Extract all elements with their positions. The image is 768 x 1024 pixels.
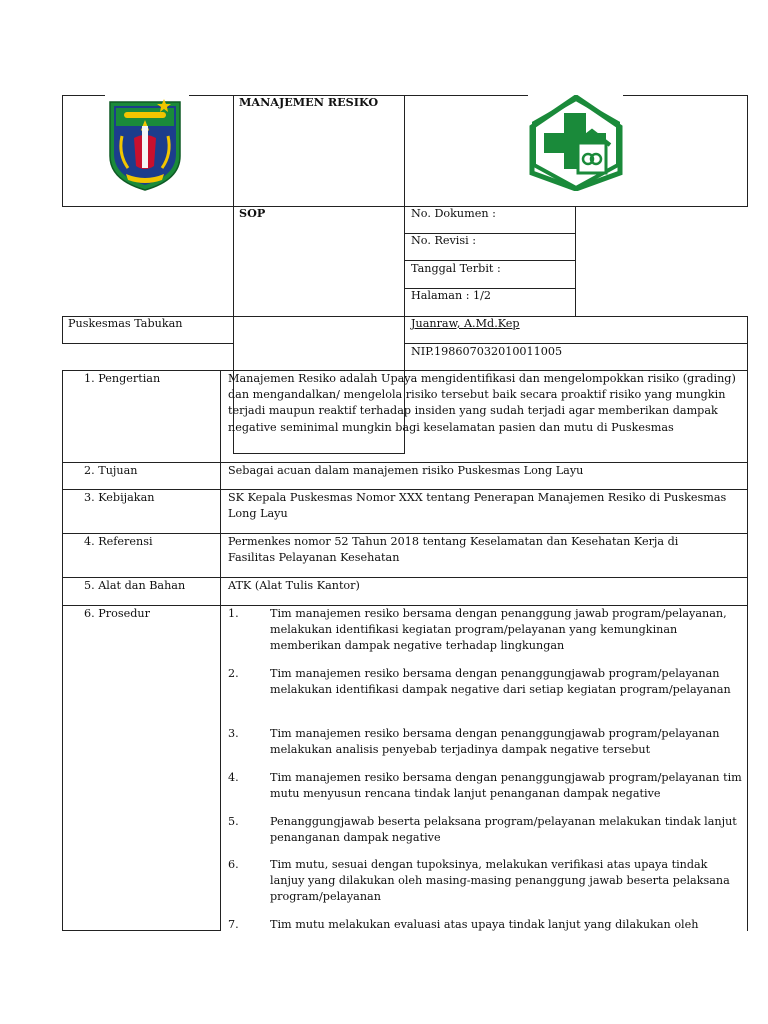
step-5-text: Penanggungjawab beserta pelaksana program/pelayanan melakukan tindak lanjut penanganan dampak negative bbox=[270, 815, 737, 845]
step-6-number: 6. bbox=[228, 858, 239, 871]
institution-name: Puskesmas Tabukan bbox=[68, 317, 183, 330]
header-left-border bbox=[62, 95, 63, 207]
pengertian-label: 1. Pengertian bbox=[84, 372, 161, 385]
kebijakan-text: SK Kepala Puskesmas Nomor XXX tentang Penerapan Manajemen Resiko di Puskesmas Long Layu bbox=[228, 491, 727, 521]
step-1-number: 1. bbox=[228, 607, 239, 620]
kebijakan-label: 3. Kebijakan bbox=[84, 491, 155, 504]
sop-label: SOP bbox=[239, 206, 266, 220]
table-right-border bbox=[747, 370, 748, 931]
label-col-bottom bbox=[62, 930, 220, 931]
pengertian-text: Manajemen Resiko adalah Upaya mengidentifikasi dan mengelompokkan risiko (grading) dan mengandalkan/ mengelola risiko tersebut baik secara proaktif risiko yang mungkin terjadi maupun reaktif terhadap insiden yang sudah terjadi agar memberikan dampak negative seminimal mungkin bagi keselamatan pasien dan mutu di Puskesmas bbox=[228, 372, 736, 434]
step-7-number: 7. bbox=[228, 918, 239, 931]
label-col-divider bbox=[220, 370, 221, 931]
no-dokumen-label: No. Dokumen : bbox=[411, 207, 496, 220]
alat-text: ATK (Alat Tulis Kantor) bbox=[228, 579, 360, 592]
title-col-bottom bbox=[234, 453, 405, 454]
tujuan-text: Sebagai acuan dalam manajemen risiko Puskesmas Long Layu bbox=[228, 464, 584, 477]
step-3-text: Tim manajemen resiko bersama dengan penanggungjawab program/pelayanan melakukan analisis penyebab terjadinya dampak negative tersebut bbox=[270, 727, 720, 757]
regency-coat-of-arms-icon bbox=[104, 96, 186, 192]
step-2-text: Tim manajemen resiko bersama dengan penanggungjawab program/pelayanan melakukan identifikasi dampak negative dari setiap kegiatan program/pelayanan bbox=[270, 667, 731, 697]
header-right-border bbox=[747, 95, 748, 207]
referensi-label: 4. Referensi bbox=[84, 535, 153, 548]
signatory-right-border bbox=[747, 316, 748, 371]
signatory-nip: NIP.198607032010011005 bbox=[411, 345, 563, 358]
referensi-text: Permenkes nomor 52 Tahun 2018 tentang Keselamatan dan Kesehatan Kerja di Fasilitas Pelayanan Kesehatan bbox=[228, 535, 679, 565]
alat-label: 5. Alat dan Bahan bbox=[84, 579, 186, 592]
prosedur-label: 6. Prosedur bbox=[84, 607, 150, 620]
step-3-number: 3. bbox=[228, 727, 239, 740]
table-left-border bbox=[62, 370, 63, 931]
halaman-label: Halaman : 1/2 bbox=[411, 289, 492, 302]
step-4-text: Tim manajemen resiko bersama dengan penanggungjawab program/pelayanan tim mutu menyusun rencana tindak lanjut penanganan dampak negative bbox=[270, 771, 742, 801]
puskesmas-logo-icon bbox=[528, 95, 624, 191]
docinfo-right-border bbox=[575, 206, 576, 316]
header-bottom-border bbox=[62, 206, 748, 207]
signatory-name: Juanraw, A.Md.Kep bbox=[411, 317, 520, 330]
step-2-number: 2. bbox=[228, 667, 239, 680]
tanggal-terbit-label: Tanggal Terbit : bbox=[411, 262, 501, 275]
step-5-number: 5. bbox=[228, 815, 239, 828]
no-revisi-label: No. Revisi : bbox=[411, 234, 477, 247]
step-4-number: 4. bbox=[228, 771, 239, 784]
institution-bottom-border bbox=[62, 343, 234, 344]
document-title: MANAJEMEN RESIKO bbox=[239, 95, 379, 109]
step-6-text: Tim mutu, sesuai dengan tupoksinya, melakukan verifikasi atas upaya tindak lanjuy yang dilakukan oleh masing-masing penanggung jawab beserta pelaksana program/pelayanan bbox=[270, 858, 730, 904]
tujuan-label: 2. Tujuan bbox=[84, 464, 138, 477]
institution-left-border bbox=[62, 316, 63, 344]
step-7-text: Tim mutu melakukan evaluasi atas upaya tindak lanjut yang dilakukan oleh bbox=[270, 918, 699, 931]
step-1-text: Tim manajemen resiko bersama dengan penanggung jawab program/pelayanan, melakukan identifikasi kegiatan program/pelayanan yang kemungkinan memberikan dampak negative terhadap lingkungan bbox=[270, 607, 727, 653]
